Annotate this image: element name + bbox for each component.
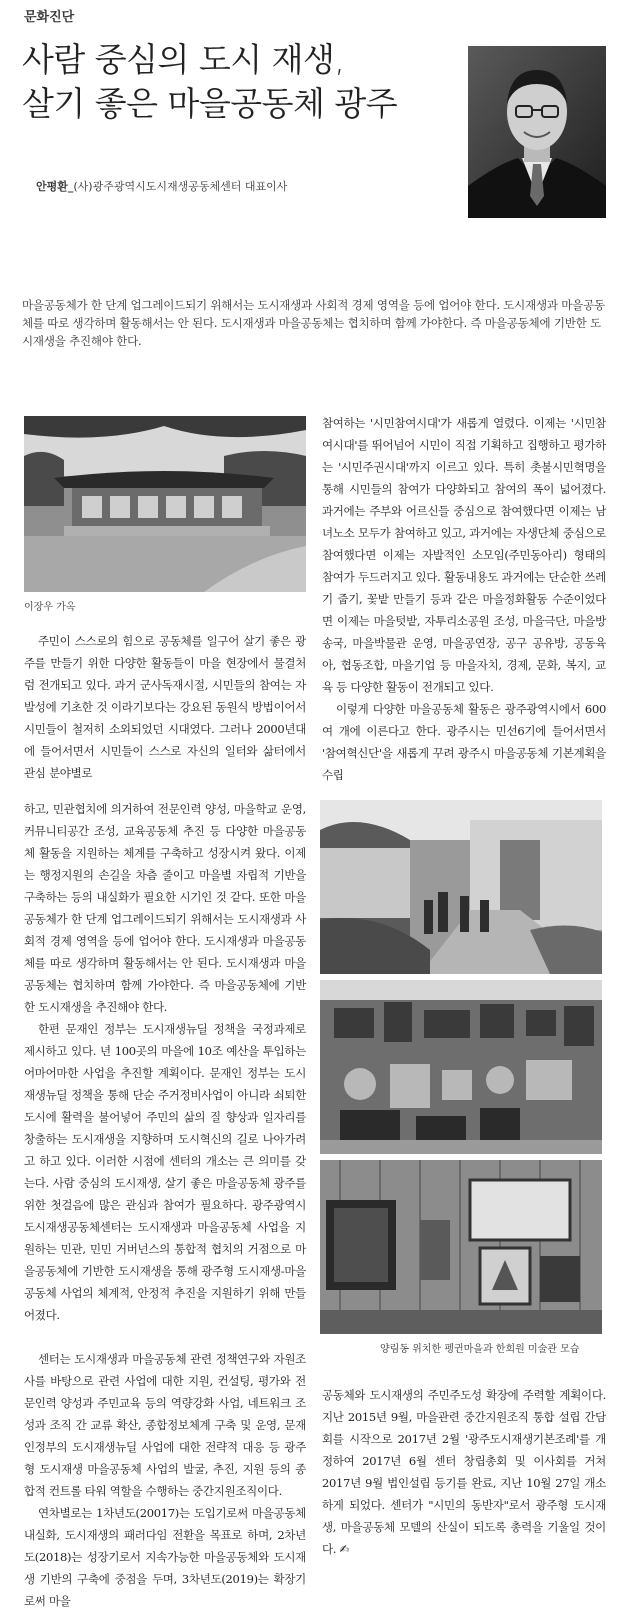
caption-hanok: 이장우 가옥	[24, 602, 76, 613]
author-role: (사)광주광역시도시재생공동체센터 대표이사	[73, 180, 288, 193]
end-mark-icon: ✍	[339, 1542, 349, 1556]
paragraph: 하고, 민관협치에 의거하여 전문인력 양성, 마을학교 운영, 커뮤니티공간 조성, 교육공동체 추진 등 다양한 마을공동체 활동을 지원하는 체계를 구축하고 성장시켜 왔다. 이제는 행정지원의 손길을 차츰 줄이고 마을별 자립적 기반을 구축하는 등의 내실화가 필요한 시기인 것 같다. 또한 마을공동체가 한 단계 업그레이드되기 위해서는 도시재생과 사회적 경제 영역을 등에 업어야 한다. 도시재생과 마을공동체를 따로 생각하며 활동해서는 안 된다. 도시재생과 마을공동체는 협치하며 함께 가야한다. 즉 마을공동체에 기반한 도시재생을 추진해야 한다.	[24, 802, 306, 1014]
photo-penguin-village-wall	[320, 980, 602, 1154]
column-left-top	[24, 630, 306, 784]
column-right-top	[322, 412, 606, 786]
paragraph: 센터는 도시재생과 마을공동체 관련 정책연구와 자원조사를 바탕으로 관련 사업에 대한 지원, 컨설팅, 평가와 전문인력 양성과 주민교육 등의 역량강화 사업, 네트워크 조성과 조직 간 교류 확산, 종합정보체계 구축 및 운영, 문재인정부의 도시재생뉴딜 사업에 대한 전략적 대응 등 광주형 도시재생 마을공동체 사업의 발굴, 추진, 지원 등의 종합적 컨트롤 타워 역할을 수행하는 중간지원조직이다.	[24, 1352, 306, 1498]
author-name: 안평환_	[36, 180, 74, 193]
byline	[36, 178, 287, 194]
column-right-bottom	[322, 1384, 606, 1560]
paragraph-text: 공동체와 도시재생의 주민주도성 확장에 주력할 계획이다. 지난 2015년 9월, 마을관련 중간지원조직 통합 설립 간담회를 시작으로 2017년 2월 '광주도시재생기본조례'를 개정하여 2017년 6월 센터 창립총회 및 이사회를 거쳐 2017년 9월 법인설립 등기를 완료, 지난 10월 27일 개소하게 되었다. 센터가 "시민의 동반자"로서 광주형 도시재생, 마을공동체 모델의 산실이 되도록 총력을 기울일 것이다.	[322, 1388, 606, 1556]
title-line-1: 사람 중심의 도시 재생,	[22, 40, 345, 79]
photo-art-museum-interior	[320, 1160, 602, 1334]
paragraph	[322, 1384, 606, 1560]
photo-hanok-house	[24, 416, 306, 592]
title-line-2: 살기 좋은 마을공동체 광주	[22, 84, 398, 123]
article-title	[22, 38, 462, 126]
column-left-bottom	[24, 798, 306, 1612]
lead-paragraph: 마을공동체가 한 단계 업그레이드되기 위해서는 도시재생과 사회적 경제 영역을 등에 업어야 한다. 도시재생과 마을공동체를 따로 생각하며 활동해서는 안 된다. 도시재생과 마을공동체는 협치하며 함께 가야한다. 즉 마을공동체에 기반한 도시재생을 추진해야 한다.	[22, 298, 605, 348]
paragraph: 한편 문재인 정부는 도시재생뉴딜 정책을 국정과제로 제시하고 있다. 년 100곳의 마을에 10조 예산을 투입하는 어마어마한 사업을 추진할 계획이다. 문재인 정부는 도시재생뉴딜 정책을 통해 단순 주거정비사업이 아니라 쇠퇴한 도시에 활력을 불어넣어 주민의 삶의 질 향상과 일자리를 창출하는 도시재생을 지향하며 도시혁신의 길로 나아가려고 하고 있다. 이러한 시점에 센터의 개소는 큰 의미를 갖는다. 사람 중심의 도시재생, 살기 좋은 마을공동체 광주를 위한 첫걸음에 많은 관심과 참여가 필요하다. 광주광역시도시재생공동체센터는 도시재생과 마을공동체 사업을 지원하는 민관, 민민 거버넌스의 통합적 협치의 거점으로 마을공동체에 기반한 도시재생을 통해 광주형 도시재생-마을공동체 사업의 체계적, 안정적 추진을 지원하기 위해 만들어졌다.	[24, 1022, 306, 1322]
paragraph: 연차별로는 1차년도(20017)는 도입기로써 마을공동체 내실화, 도시재생의 패러다임 전환을 목표로 하며, 2차년도(2018)는 성장기로서 지속가능한 마을공동체와 도시재생 기반의 구축에 중점을 두며, 3차년도(2019)는 확장기로써 마을	[24, 1506, 306, 1608]
section-label: 문화진단	[24, 10, 75, 25]
paragraph: 주민이 스스로의 힘으로 공동체를 일구어 살기 좋은 광주를 만들기 위한 다양한 활동들이 마을 현장에서 물결처럼 전개되고 있다. 과거 군사독재시절, 시민들의 참여는 자발성에 기초한 것 이라기보다는 강요된 동원식 방법이어서 시민들이 철저히 소외되었던 시대였다. 그러나 2000년대에 들어서면서 시민들이 스스로 자신의 일터와 삶터에서 관심 분야별로	[24, 634, 306, 780]
photo-penguin-village-alley	[320, 800, 602, 974]
author-portrait	[468, 46, 606, 218]
paragraph: 이렇게 다양한 마을공동체 활동은 광주광역시에서 600여 개에 이른다고 한다. 광주시는 민선6기에 들어서면서 '참여혁신단'을 새롭게 꾸려 광주시 마을공동체 기본계획을 수립	[322, 702, 606, 782]
paragraph: 참여하는 '시민참여시대'가 새롭게 열렸다. 이제는 '시민참여시대'를 뛰어넘어 시민이 직접 기획하고 집행하고 평가하는 '시민주권시대'까지 이르고 있다. 특히 촛불시민혁명을 통해 시민들의 참여가 다양화되고 참여의 폭이 넓어졌다. 과거에는 주부와 어르신들 중심으로 참여했다면 이제는 남녀노소 모두가 참여하고 있고, 과거에는 자생단체 중심으로 참여했다면 이제는 자발적인 소모임(주민동아리) 형태의 참여가 두드러지고 있다. 활동내용도 과거에는 단순한 쓰레기 줍기, 꽃밭 만들기 등과 같은 마을정화활동 수준이었다면 이제는 마을텃밭, 자투리소공원 조성, 마을극단, 마을방송국, 마을박물관 운영, 마을공연장, 공구 공유방, 공동육아, 협동조합, 마을기업 등 마을자치, 경제, 문화, 복지, 교육 등 다양한 활동이 전개되고 있다.	[322, 416, 606, 694]
caption-penguin-village: 양림동 위치한 펭귄마을과 한희원 미술관 모습	[380, 1344, 580, 1355]
